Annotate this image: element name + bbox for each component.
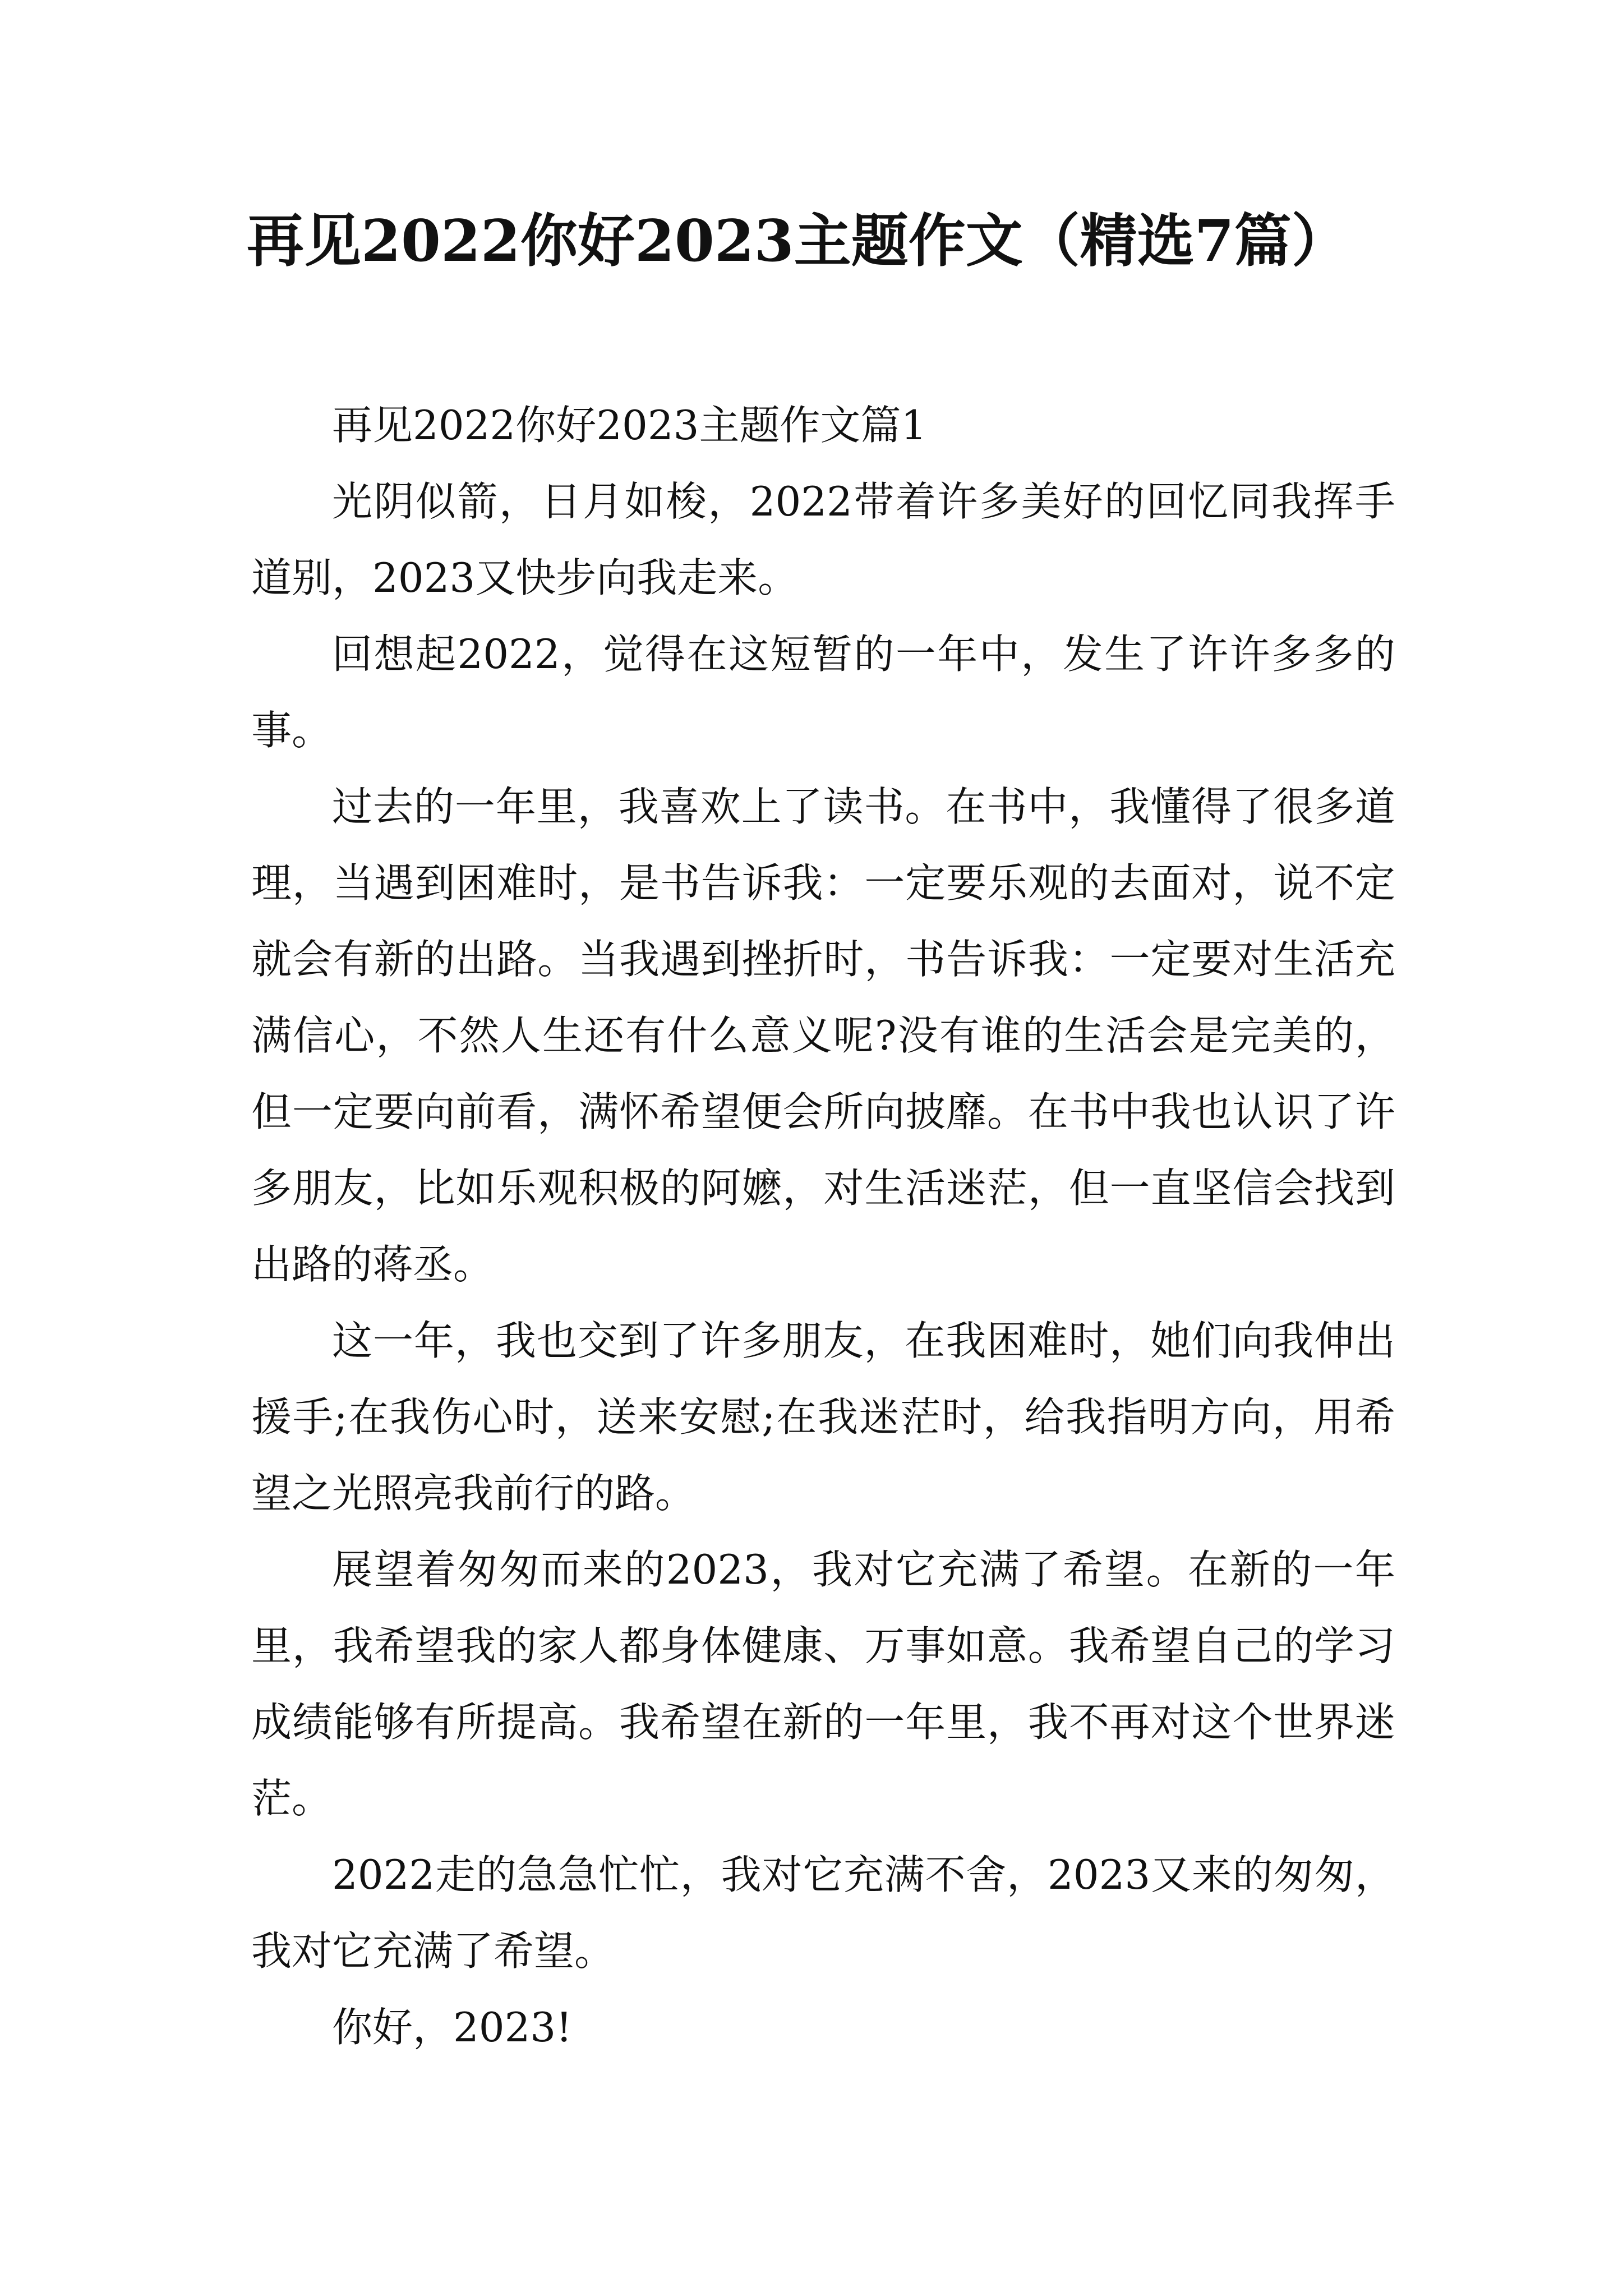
paragraph: 这一年，我也交到了许多朋友，在我困难时，她们向我伸出援手;在我伤心时，送来安慰;在我迷茫时，给我指明方向，用希望之光照亮我前行的路。 xyxy=(251,1317,1395,1517)
document-title: 再见2022你好2023主题作文（精选7篇） xyxy=(247,208,1349,275)
document-body xyxy=(251,387,1395,2065)
paragraph: 回想起2022，觉得在这短暂的一年中，发生了许许多多的事。 xyxy=(251,631,1395,754)
paragraph: 过去的一年里，我喜欢上了读书。在书中，我懂得了很多道理，当遇到困难时，是书告诉我：一定要乐观的去面对，说不定就会有新的出路。当我遇到挫折时，书告诉我：一定要对生活充满信心，不然人生还有什么意义呢?没有谁的生活会是完美的，但一定要向前看，满怀希望便会所向披靡。在书中我也认识了许多朋友，比如乐观积极的阿嬷，对生活迷茫，但一直坚信会找到出路的蒋丞。 xyxy=(251,783,1395,1288)
closing-line: 你好，2023! xyxy=(332,2004,573,2051)
paragraph: 展望着匆匆而来的2023，我对它充满了希望。在新的一年里，我希望我的家人都身体健康、万事如意。我希望自己的学习成绩能够有所提高。我希望在新的一年里，我不再对这个世界迷茫。 xyxy=(251,1546,1395,1822)
paragraph: 2022走的急急忙忙，我对它充满不舍，2023又来的匆匆，我对它充满了希望。 xyxy=(251,1851,1395,1975)
paragraph: 光阴似箭，日月如梭，2022带着许多美好的回忆同我挥手道别，2023又快步向我走来。 xyxy=(251,478,1395,601)
section-heading: 再见2022你好2023主题作文篇1 xyxy=(332,402,927,449)
